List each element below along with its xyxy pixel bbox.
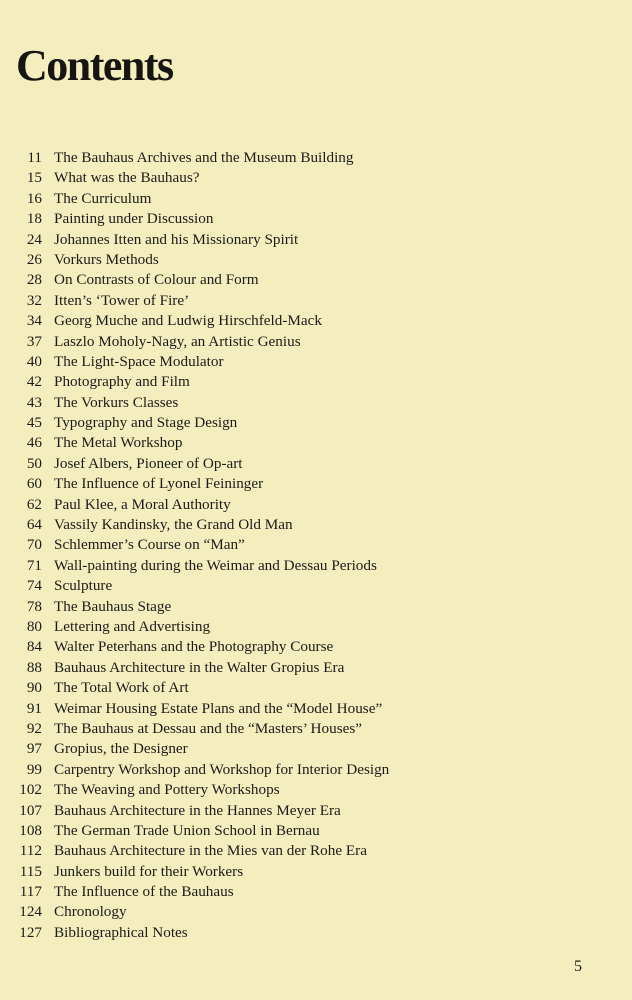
toc-entry-title: Johannes Itten and his Missionary Spirit <box>54 230 299 248</box>
toc-entry-page-number: 60 <box>26 475 42 493</box>
toc-entry-title: Typography and Stage Design <box>54 414 238 432</box>
toc-entry-page-number: 71 <box>26 556 42 574</box>
toc-entry-page-number: 34 <box>26 312 42 330</box>
toc-entry-page-number: 37 <box>26 332 42 350</box>
toc-entry-page-number: 127 <box>19 923 42 941</box>
toc-entry-title: The Bauhaus Stage <box>54 597 172 615</box>
toc-entry-page-number: 80 <box>26 617 42 635</box>
table-of-contents <box>0 148 632 943</box>
toc-entry-page-number: 78 <box>26 597 42 615</box>
toc-entry-title: Josef Albers, Pioneer of Op-art <box>54 454 243 472</box>
toc-entry-title: Junkers build for their Workers <box>54 862 244 880</box>
toc-entry-page-number: 124 <box>19 903 42 921</box>
toc-entry-page-number: 84 <box>26 638 42 656</box>
toc-entry-title: Bauhaus Architecture in the Mies van der Rohe Era <box>54 842 367 860</box>
toc-entry-page-number: 28 <box>26 271 42 289</box>
toc-entry-page-number: 117 <box>19 883 42 901</box>
toc-entry-page-number: 40 <box>26 352 42 370</box>
toc-entry <box>0 760 632 780</box>
toc-entry-title: The Influence of the Bauhaus <box>54 883 234 901</box>
toc-entry <box>0 699 632 719</box>
toc-entry-title: The Light-Space Modulator <box>54 352 224 370</box>
toc-entry-page-number: 102 <box>19 781 42 799</box>
toc-entry-title: Vassily Kandinsky, the Grand Old Man <box>54 516 293 534</box>
toc-entry-title: Bauhaus Architecture in the Walter Gropius Era <box>54 658 345 676</box>
toc-entry-page-number: 50 <box>26 454 42 472</box>
toc-entry-title: The Curriculum <box>54 189 152 207</box>
toc-entry-title: Weimar Housing Estate Plans and the “Model House” <box>54 699 383 717</box>
toc-entry <box>0 250 632 270</box>
toc-entry <box>0 841 632 861</box>
toc-entry-title: Laszlo Moholy-Nagy, an Artistic Genius <box>54 332 301 350</box>
toc-entry <box>0 719 632 739</box>
toc-entry-title: Chronology <box>54 903 127 921</box>
toc-entry-title: Sculpture <box>54 577 113 595</box>
toc-entry-page-number: 112 <box>19 842 42 860</box>
toc-entry-title: Bauhaus Architecture in the Hannes Meyer Era <box>54 801 341 819</box>
toc-entry-page-number: 108 <box>19 821 42 839</box>
toc-entry-title: Vorkurs Methods <box>54 250 159 268</box>
toc-entry <box>0 352 632 372</box>
toc-entry-page-number: 42 <box>26 373 42 391</box>
toc-entry-page-number: 46 <box>26 434 42 452</box>
toc-entry <box>0 862 632 882</box>
toc-entry-page-number: 115 <box>19 862 42 880</box>
toc-entry <box>0 168 632 188</box>
toc-entry <box>0 556 632 576</box>
toc-entry <box>0 902 632 922</box>
toc-entry-page-number: 64 <box>26 516 42 534</box>
toc-entry-title: The Bauhaus Archives and the Museum Building <box>54 149 354 166</box>
toc-entry-page-number: 15 <box>26 169 42 187</box>
toc-entry-title: The Bauhaus at Dessau and the “Masters’ Houses” <box>54 719 363 737</box>
toc-entry-page-number: 99 <box>26 760 42 778</box>
toc-entry <box>0 637 632 657</box>
toc-entry-title: The Influence of Lyonel Feininger <box>54 475 264 493</box>
toc-entry-title: The German Trade Union School in Bernau <box>54 821 320 839</box>
toc-entry-title: Painting under Discussion <box>54 210 214 228</box>
toc-entry-title: What was the Bauhaus? <box>54 169 200 187</box>
toc-entry-page-number: 43 <box>26 393 42 411</box>
toc-entry <box>0 658 632 678</box>
toc-entry <box>0 393 632 413</box>
toc-entry-page-number: 88 <box>26 658 42 676</box>
page-title: Contents <box>16 41 173 90</box>
toc-entry-title: The Weaving and Pottery Workshops <box>54 781 280 799</box>
toc-entry-title: Schlemmer’s Course on “Man” <box>54 536 245 554</box>
toc-entry-page-number: 62 <box>26 495 42 513</box>
toc-entry <box>0 270 632 290</box>
toc-entry <box>0 515 632 535</box>
toc-entry <box>0 433 632 453</box>
toc-entry-page-number: 91 <box>26 699 42 717</box>
toc-entry-title: Photography and Film <box>54 373 190 391</box>
toc-entry <box>0 209 632 229</box>
toc-entry-page-number: 24 <box>26 230 42 248</box>
toc-entry-page-number: 90 <box>26 679 42 697</box>
toc-entry-title: Bibliographical Notes <box>54 923 188 941</box>
toc-entry-title: Carpentry Workshop and Workshop for Interior Design <box>54 760 390 778</box>
toc-entry <box>0 821 632 841</box>
toc-entry <box>0 413 632 433</box>
toc-entry <box>0 678 632 698</box>
toc-entry-page-number: 16 <box>26 189 42 207</box>
toc-entry-page-number: 45 <box>26 414 42 432</box>
toc-entry-title: Paul Klee, a Moral Authority <box>54 495 231 513</box>
toc-entry-page-number: 70 <box>26 536 42 554</box>
toc-entry-title: Walter Peterhans and the Photography Course <box>54 638 334 656</box>
toc-entry <box>0 189 632 209</box>
toc-entry <box>0 332 632 352</box>
toc-entry <box>0 291 632 311</box>
toc-entry <box>0 454 632 474</box>
toc-entry <box>0 535 632 555</box>
toc-entry-page-number: 92 <box>26 719 42 737</box>
toc-entry-page-number: 18 <box>26 210 42 228</box>
toc-entry <box>0 882 632 902</box>
toc-entry-title: Itten’s ‘Tower of Fire’ <box>54 291 190 309</box>
page-number: 5 <box>574 958 582 975</box>
toc-entry-page-number: 11 <box>27 149 42 166</box>
toc-entry-title: Georg Muche and Ludwig Hirschfeld-Mack <box>54 312 322 330</box>
toc-entry-title: On Contrasts of Colour and Form <box>54 271 259 289</box>
toc-entry <box>0 495 632 515</box>
toc-entry <box>0 923 632 943</box>
toc-entry-page-number: 97 <box>26 740 42 758</box>
toc-entry-title: Wall-painting during the Weimar and Dessau Periods <box>54 556 377 574</box>
toc-entry <box>0 474 632 494</box>
toc-entry <box>0 597 632 617</box>
toc-entry-title: The Metal Workshop <box>54 434 183 452</box>
toc-entry-title: Gropius, the Designer <box>54 740 188 758</box>
toc-entry-title: Lettering and Advertising <box>54 617 211 635</box>
toc-entry-title: The Total Work of Art <box>54 679 189 697</box>
toc-entry-page-number: 32 <box>26 291 42 309</box>
toc-entry <box>0 780 632 800</box>
toc-entry <box>0 801 632 821</box>
toc-entry <box>0 311 632 331</box>
toc-entry <box>0 372 632 392</box>
toc-entry <box>0 617 632 637</box>
toc-entry-page-number: 107 <box>19 801 42 819</box>
toc-entry-title: The Vorkurs Classes <box>54 393 179 411</box>
toc-entry-page-number: 26 <box>26 250 42 268</box>
toc-entry <box>0 576 632 596</box>
toc-entry <box>0 739 632 759</box>
toc-entry-page-number: 74 <box>26 577 42 595</box>
toc-entry <box>0 148 632 168</box>
toc-entry <box>0 230 632 250</box>
